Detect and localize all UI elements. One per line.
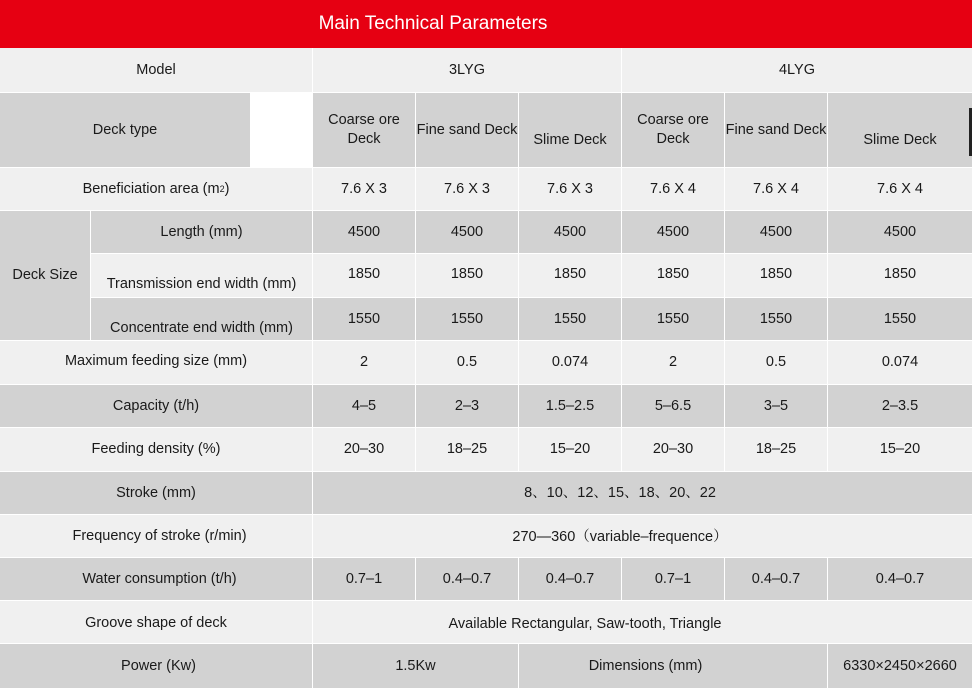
capacity-cell: 1.5–2.5 bbox=[519, 385, 621, 427]
water-label: Water consumption (t/h) bbox=[0, 558, 312, 600]
density-cell: 15–20 bbox=[519, 428, 621, 471]
max-feed-cell: 2 bbox=[622, 341, 724, 384]
concentrate-label: Concentrate end width (mm) bbox=[91, 298, 312, 340]
dimensions-value: 6330×2450×2660 bbox=[828, 644, 972, 688]
beneficiation-label-text: Beneficiation area (m bbox=[82, 180, 220, 197]
max-feed-cell: 0.074 bbox=[828, 341, 972, 384]
length-cell: 4500 bbox=[828, 211, 972, 253]
deck-size-label: Deck Size bbox=[0, 211, 90, 340]
deck-type-cell: Coarse ore Deck bbox=[622, 93, 724, 167]
water-cell: 0.7–1 bbox=[622, 558, 724, 600]
dimensions-label: Dimensions (mm) bbox=[519, 644, 827, 688]
max-feed-cell: 2 bbox=[313, 341, 415, 384]
concentrate-cell: 1550 bbox=[622, 298, 724, 340]
density-cell: 20–30 bbox=[313, 428, 415, 471]
transmission-cell: 1850 bbox=[725, 254, 827, 297]
groove-value: Available Rectangular, Saw-tooth, Triangle bbox=[313, 601, 972, 643]
deck-type-cell: Slime Deck bbox=[828, 93, 972, 167]
concentrate-cell: 1550 bbox=[519, 298, 621, 340]
table-title bbox=[0, 0, 972, 48]
concentrate-cell: 1550 bbox=[828, 298, 972, 340]
transmission-cell: 1850 bbox=[622, 254, 724, 297]
density-cell: 20–30 bbox=[622, 428, 724, 471]
length-cell: 4500 bbox=[313, 211, 415, 253]
transmission-label: Transmission end width (mm) bbox=[91, 254, 312, 297]
deck-type-cell: Fine sand Deck bbox=[725, 93, 827, 167]
water-cell: 0.4–0.7 bbox=[828, 558, 972, 600]
length-cell: 4500 bbox=[416, 211, 518, 253]
deck-type-cell: Fine sand Deck bbox=[416, 93, 518, 167]
deck-type-label: Deck type bbox=[0, 93, 250, 167]
max-feed-cell: 0.5 bbox=[416, 341, 518, 384]
max-feed-label: Maximum feeding size (mm) bbox=[0, 341, 312, 384]
stroke-value: 8、10、12、15、18、20、22 bbox=[313, 472, 972, 514]
capacity-cell: 4–5 bbox=[313, 385, 415, 427]
beneficiation-cell: 7.6 X 3 bbox=[519, 168, 621, 210]
transmission-cell: 1850 bbox=[828, 254, 972, 297]
beneficiation-cell: 7.6 X 3 bbox=[416, 168, 518, 210]
capacity-cell: 5–6.5 bbox=[622, 385, 724, 427]
concentrate-cell: 1550 bbox=[725, 298, 827, 340]
beneficiation-cell: 7.6 X 3 bbox=[313, 168, 415, 210]
power-value: 1.5Kw bbox=[313, 644, 518, 688]
model-label: Model bbox=[0, 48, 312, 92]
water-cell: 0.4–0.7 bbox=[416, 558, 518, 600]
beneficiation-label: Beneficiation area (m 2 ) bbox=[0, 168, 312, 210]
stroke-label: Stroke (mm) bbox=[0, 472, 312, 514]
frequency-label: Frequency of stroke (r/min) bbox=[0, 515, 312, 557]
length-cell: 4500 bbox=[622, 211, 724, 253]
max-feed-cell: 0.074 bbox=[519, 341, 621, 384]
transmission-cell: 1850 bbox=[519, 254, 621, 297]
water-cell: 0.7–1 bbox=[313, 558, 415, 600]
density-cell: 18–25 bbox=[416, 428, 518, 471]
length-label: Length (mm) bbox=[91, 211, 312, 253]
deck-type-cell: Slime Deck bbox=[519, 93, 621, 167]
water-cell: 0.4–0.7 bbox=[725, 558, 827, 600]
concentrate-cell: 1550 bbox=[416, 298, 518, 340]
capacity-label: Capacity (t/h) bbox=[0, 385, 312, 427]
title-text: Main Technical Parameters bbox=[318, 13, 548, 34]
length-cell: 4500 bbox=[725, 211, 827, 253]
beneficiation-cell: 7.6 X 4 bbox=[622, 168, 724, 210]
deck-type-cell: Coarse ore Deck bbox=[313, 93, 415, 167]
transmission-cell: 1850 bbox=[313, 254, 415, 297]
capacity-cell: 3–5 bbox=[725, 385, 827, 427]
model-4lyg: 4LYG bbox=[622, 48, 972, 92]
density-cell: 18–25 bbox=[725, 428, 827, 471]
beneficiation-cell: 7.6 X 4 bbox=[725, 168, 827, 210]
length-cell: 4500 bbox=[519, 211, 621, 253]
beneficiation-cell: 7.6 X 4 bbox=[828, 168, 972, 210]
water-cell: 0.4–0.7 bbox=[519, 558, 621, 600]
frequency-value: 270—360（variable–frequence） bbox=[313, 515, 972, 557]
groove-label: Groove shape of deck bbox=[0, 601, 312, 643]
capacity-cell: 2–3 bbox=[416, 385, 518, 427]
max-feed-cell: 0.5 bbox=[725, 341, 827, 384]
density-cell: 15–20 bbox=[828, 428, 972, 471]
capacity-cell: 2–3.5 bbox=[828, 385, 972, 427]
transmission-cell: 1850 bbox=[416, 254, 518, 297]
beneficiation-label-end: ) bbox=[224, 180, 230, 197]
power-label: Power (Kw) bbox=[0, 644, 312, 688]
model-3lyg: 3LYG bbox=[313, 48, 621, 92]
density-label: Feeding density (%) bbox=[0, 428, 312, 471]
concentrate-cell: 1550 bbox=[313, 298, 415, 340]
